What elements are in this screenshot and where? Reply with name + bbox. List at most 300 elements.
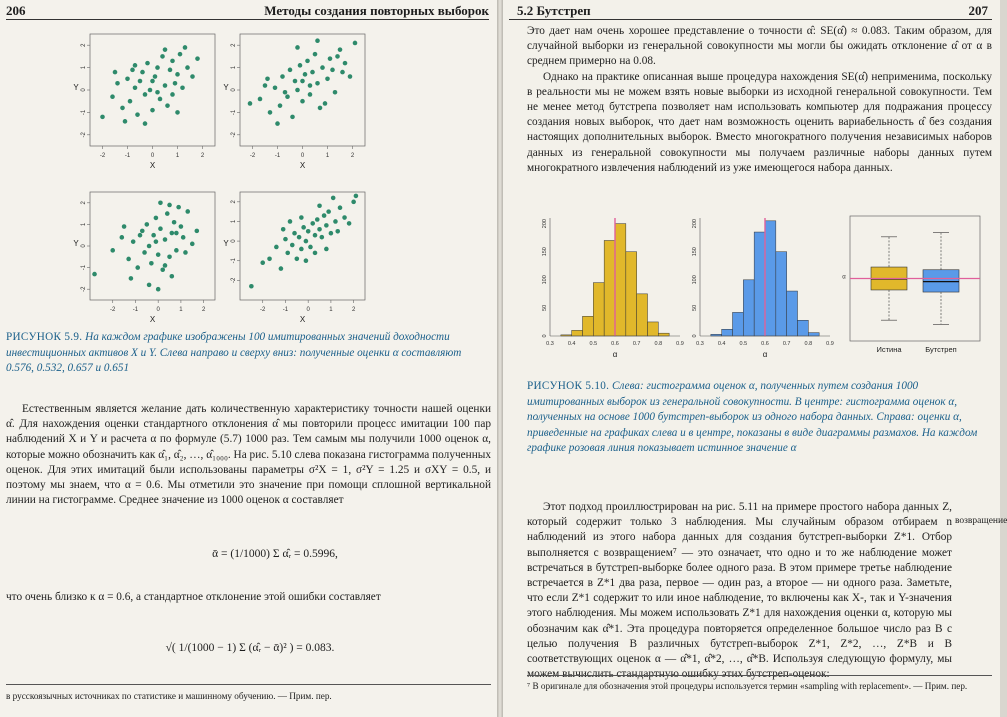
running-title: 5.2 Бутстреп — [517, 3, 591, 18]
scatter-point — [313, 233, 318, 238]
scatter-point — [303, 72, 308, 77]
scatter-point — [290, 243, 295, 248]
scatter-point — [158, 97, 163, 102]
y-axis-label: Y — [223, 239, 229, 248]
scatter-point — [178, 52, 183, 57]
y-tick-label: 200 — [692, 219, 698, 229]
scatter-point — [313, 52, 318, 57]
x-tick-label: -2 — [260, 307, 266, 313]
scatter-point — [335, 54, 340, 59]
scatter-point — [331, 196, 336, 201]
x-tick-label: -1 — [274, 153, 281, 159]
scatter-point — [138, 233, 143, 238]
y-tick-label: 150 — [692, 247, 698, 257]
scatter-point — [151, 233, 156, 238]
scatter-point — [317, 203, 322, 208]
scatter-point — [113, 70, 118, 75]
scatter-point — [285, 251, 290, 256]
y-tick-label: 0 — [231, 239, 237, 243]
paragraph-text: Естественным является желание дать количественную характеристику точности нашей оценки α̂. Для нахождения оценки стандартного отклонения α̂ мы повторили процесс имитации 100 пар наблюдений X и Y и расчета α по формуле (5.7) 1000 раз. Тем самым мы получили 1000 оценок α, которые можно обозначить как α̂₁, α̂₂, …, α̂₁₀₀₀. На рис. 5.10 слева показана гистограмма полученных оценок. Для этих имитаций были использованы параметры σ²X = 1, σ²Y = 1.25 и σXY = 0.5, и поэтому мы знаем, что α = 0.6. Мы отметили это значение при помощи сплошной вертикальной линии на гистограмме. Среднее значение из 1000 оценок α составляет — [6, 403, 491, 507]
x-tick-label: 0.5 — [739, 341, 748, 347]
scatter-point — [322, 213, 327, 218]
body-paragraph-2 — [6, 590, 491, 605]
y-tick-label: 2 — [231, 200, 237, 204]
right-page-header — [509, 3, 992, 20]
scatter-point — [168, 68, 173, 73]
scatter-point — [155, 90, 160, 95]
histogram-bar — [626, 252, 637, 336]
y-tick-label: 1 — [231, 219, 237, 224]
scatter-point — [308, 83, 313, 88]
scatter-point — [138, 79, 143, 84]
x-tick-label: -1 — [282, 307, 289, 313]
scatter-point — [324, 223, 329, 228]
scatter-point — [156, 252, 161, 257]
scatter-point — [297, 235, 302, 240]
box — [923, 233, 959, 354]
x-tick-label: 0.4 — [717, 341, 726, 347]
scatter-point — [174, 231, 179, 236]
plot-frame — [240, 34, 365, 146]
scatter-point — [353, 41, 358, 46]
y-tick-label: 0 — [542, 334, 548, 338]
scatter-point — [150, 79, 155, 84]
paragraph-text: Однако на практике описанная выше процедура нахождения SE(α̂) неприменима, поскольку в реальности мы не можем взять новые выборки из исходной генеральной совокупности. Тем не менее метод бутстрепа позволяет нам использовать компьютер для подражания процессу создания новых выборок, что дает нам возможность оценить вариабельность α̂ без создания настоящих дополнительных выборок. Вместо многократного получения независимых наборов данных из генеральной совокупности мы получаем различные наборы данных путем многократного извлечения наблюдений из уже имеющегося набора данных. — [527, 70, 992, 174]
page-number: 207 — [968, 3, 988, 18]
x-tick-label: -2 — [249, 153, 256, 159]
left-page — [0, 0, 497, 717]
histogram-bar — [615, 224, 626, 336]
histogram-bar — [733, 312, 744, 336]
scatter-point — [174, 248, 179, 253]
running-title: Методы создания повторных выборок — [264, 3, 489, 18]
scatter-point — [274, 245, 279, 250]
y-tick-label: -2 — [231, 277, 237, 284]
scatter-point — [295, 88, 300, 93]
scatter-point — [293, 79, 298, 84]
body-paragraph-3 — [527, 500, 952, 682]
scatter-point — [180, 85, 185, 90]
histogram-bar — [722, 329, 733, 336]
scatter-point — [126, 257, 131, 262]
scatter-point — [92, 272, 97, 277]
histogram-bar — [787, 291, 798, 336]
y-axis-label: Y — [73, 83, 79, 92]
scatter-point — [300, 99, 305, 104]
scatter-point — [167, 203, 172, 208]
box-body — [923, 270, 959, 292]
scatter-point — [110, 94, 115, 99]
scatter-point — [120, 106, 125, 111]
scatter-point — [173, 81, 178, 86]
y-tick-label: 200 — [542, 219, 548, 229]
histogram-bar — [648, 322, 659, 336]
paragraph-text: Этот подход проиллюстрирован на рис. 5.11 на примере простого набора данных Z, который содержит только 3 наблюдения. Мы случайным образом отбираем n наблюдений из этого набора данных для создания бутстреп-выборки Z*1. Отбор выполняется с возвращением⁷ — это означает, что одно и то же наблюдение может встречаться в бутстреп-выборке более одного раза. В этом примере третье наблюдение встречается в Z*1 два раза, первое — один раз, а второе — ни одного раза. Заметьте, что если Z*1 содержит то или иное наблюдение, то включены как X-, так и Y-значения этого наблюдения. Мы можем использовать Z*1 для нахождения оценки α, которую мы обозначим как α̂*1. Эта процедура повторяется определенное большое число раз B с целью получения B различных бутстреп-выборок Z*1, Z*2, …, Z*B и B соответствующих оценок α — α̂*1, α̂*2, …, α̂*B. Используя следующую формулу, мы — [527, 501, 952, 666]
scatter-point — [153, 74, 158, 79]
figure-5-10 — [525, 208, 995, 373]
scatter-point — [165, 103, 170, 108]
scatter-point — [299, 247, 304, 252]
scatter-point — [145, 222, 150, 227]
histogram-bar — [572, 330, 583, 336]
scatter-point — [147, 283, 152, 288]
scatter-point — [338, 205, 343, 210]
scatter-point — [165, 211, 170, 216]
scatter-point — [156, 287, 161, 292]
x-tick-label: -2 — [110, 307, 116, 313]
y-axis-label: Y — [223, 83, 229, 92]
x-tick-label: 1 — [179, 307, 183, 313]
scatter-point — [313, 251, 318, 256]
histogram-bar — [808, 333, 819, 336]
scatter-point — [181, 235, 186, 240]
scatter-point — [333, 219, 338, 224]
x-axis-label: X — [299, 161, 306, 170]
x-tick-label: 0 — [156, 307, 160, 313]
histogram-bar — [776, 252, 787, 336]
scatter-point — [348, 74, 353, 79]
y-tick-label: 1 — [81, 222, 87, 227]
body-paragraphs-top — [527, 24, 992, 176]
x-tick-label: 0.7 — [632, 341, 641, 347]
scatter-point — [340, 70, 345, 75]
scatter-point — [320, 235, 325, 240]
figure-5-10-caption — [527, 379, 992, 457]
y-tick-label: -1 — [231, 109, 237, 116]
scatter-point — [315, 38, 320, 43]
scatter-point — [120, 235, 125, 240]
histogram-bar — [593, 283, 604, 336]
scatter-point — [170, 231, 175, 236]
histogram-bar — [604, 240, 615, 336]
x-tick-label: 0 — [150, 153, 155, 159]
box — [871, 237, 907, 354]
scatter-point — [142, 250, 147, 255]
x-tick-label: 0.9 — [676, 341, 684, 347]
scatter-point — [305, 59, 310, 64]
right-page — [503, 0, 1007, 717]
scatter-point — [308, 245, 313, 250]
x-tick-label: 0.5 — [589, 341, 598, 347]
scatter-point — [288, 68, 293, 73]
scatter-point — [304, 239, 309, 244]
body-paragraph — [6, 402, 491, 508]
x-tick-label: 2 — [351, 307, 356, 313]
scatter-point — [275, 121, 280, 126]
scatter-point — [125, 77, 130, 82]
scatter-point — [158, 201, 163, 206]
histogram-bar — [637, 294, 648, 336]
histogram-bar — [658, 333, 669, 336]
scatter-point — [145, 61, 150, 66]
scatter-point — [158, 226, 163, 231]
x-tick-label: 0.8 — [804, 341, 813, 347]
scatter-point — [133, 63, 138, 68]
y-tick-label: 0 — [692, 334, 698, 338]
x-axis-label: X — [149, 315, 156, 324]
category-label: Истина — [876, 345, 902, 354]
scatter-point — [273, 85, 278, 90]
footnote: ⁷ В оригинале для обозначения этой процедуры используется термин «sampling with replacement». — Прим. пер. — [527, 681, 968, 691]
scatter-point — [300, 79, 305, 84]
scatter-point — [315, 81, 320, 86]
y-tick-label: 2 — [231, 43, 237, 47]
y-tick-label: 0 — [81, 88, 87, 92]
figure-caption-text: На каждом графике изображены 100 имитированных значений доходности инвестиционных активов X и Y. Слева направо и сверху вниз: полученные оценки α составляют 0.576, 0.532, 0.657 и 0.651 — [6, 331, 462, 374]
scatter-point — [185, 65, 190, 70]
scatter-point — [140, 70, 145, 75]
scatter-panel — [73, 192, 215, 324]
formula-mean: ᾱ = (1/1000) Σ α̂ᵣ = 0.5996, — [212, 548, 338, 560]
x-tick-label: 0.4 — [567, 341, 576, 347]
scatter-point — [283, 90, 288, 95]
x-tick-label: 2 — [201, 307, 206, 313]
scatter-point — [160, 267, 165, 272]
figure-5-9-caption — [6, 330, 492, 377]
scatter-point — [320, 65, 325, 70]
histogram-bar — [798, 320, 809, 336]
scatter-point — [163, 47, 168, 52]
x-tick-label: 1 — [175, 153, 180, 159]
scatter-point — [290, 115, 295, 120]
category-label: Бутстреп — [925, 345, 957, 354]
scatter-point — [342, 215, 347, 220]
scatter-point — [328, 56, 333, 61]
x-tick-label: 0 — [306, 307, 310, 313]
scatter-point — [318, 106, 323, 111]
scatter-point — [130, 68, 135, 73]
scatter-point — [301, 225, 306, 230]
x-tick-label: 0 — [300, 153, 305, 159]
y-axis-label: Y — [73, 239, 79, 248]
y-tick-label: 2 — [81, 43, 87, 47]
scatter-point — [304, 258, 309, 263]
scatter-point — [267, 256, 272, 261]
scatter-point — [195, 229, 200, 234]
y-tick-label: -2 — [81, 132, 87, 138]
scatter-point — [190, 74, 195, 79]
histogram-bar — [583, 316, 594, 336]
y-tick-label: -2 — [81, 286, 87, 292]
scatter-point — [147, 244, 152, 249]
scatter-point — [148, 88, 153, 93]
y-tick-label: 0 — [231, 88, 237, 92]
scatter-point — [176, 205, 181, 210]
scatter-panel — [223, 192, 365, 324]
formula-sd: √( 1/(1000 − 1) Σ (α̂ᵣ − ᾱ)² ) = 0.083. — [165, 642, 335, 654]
scatter-point — [249, 284, 254, 289]
x-tick-label: 0.6 — [761, 341, 769, 347]
scatter-point — [190, 242, 195, 247]
scatter-point — [135, 265, 140, 270]
scatter-point — [258, 97, 263, 102]
scatter-point — [160, 54, 165, 59]
scatter-plot-grid — [0, 22, 497, 332]
scatter-point — [295, 45, 300, 50]
paragraph-text: Это дает нам очень хорошее представление о точности α̂: SE(α̂) ≈ 0.083. Таким образом, для случайной выборки из генеральной совокупности мы могли бы ожидать отклонение α̂ от α в среднем примерно на 0.08. — [527, 25, 992, 68]
scatter-point — [135, 112, 140, 117]
scatter-point — [310, 70, 315, 75]
paragraph-text: что очень близко к α = 0.6, а стандартное отклонение этой ошибки составляет — [6, 591, 381, 603]
x-tick-label: -1 — [124, 153, 131, 159]
y-tick-label: 0 — [81, 244, 87, 248]
y-tick-label: -1 — [81, 109, 87, 116]
scatter-point — [143, 92, 148, 97]
scatter-point — [295, 256, 300, 261]
scatter-point — [170, 92, 175, 97]
histogram-bar — [754, 232, 765, 336]
scatter-point — [292, 231, 297, 236]
scatter-point — [122, 224, 127, 229]
y-tick-label: 100 — [692, 275, 698, 285]
y-tick-label: -1 — [231, 258, 237, 264]
scatter-point — [248, 101, 253, 106]
scatter-point — [323, 101, 328, 106]
y-axis-label: α — [842, 274, 846, 281]
scatter-point — [324, 247, 329, 252]
scatter-point — [149, 261, 154, 266]
plot-frame — [90, 192, 215, 300]
scatter-point — [183, 250, 188, 255]
y-tick-label: 50 — [542, 304, 548, 311]
scatter-point — [283, 237, 288, 242]
y-tick-label: 2 — [81, 201, 87, 205]
scatter-point — [329, 231, 334, 236]
x-tick-label: 2 — [200, 153, 205, 159]
histogram-bar — [765, 221, 776, 336]
histogram — [542, 218, 684, 359]
scatter-point — [110, 248, 115, 253]
scatter-point — [347, 221, 352, 226]
x-tick-label: 0.9 — [826, 341, 834, 347]
scatter-point — [265, 77, 270, 82]
scatter-point — [163, 263, 168, 268]
scatter-point — [280, 74, 285, 79]
y-tick-label: -2 — [231, 132, 237, 138]
x-axis-label: α — [762, 350, 768, 359]
scatter-point — [129, 276, 134, 281]
x-tick-label: 2 — [350, 153, 355, 159]
scatter-point — [315, 217, 320, 222]
scatter-point — [285, 94, 290, 99]
figure-label: РИСУНОК 5.10. — [527, 380, 610, 392]
scatter-point — [163, 237, 168, 242]
y-tick-label: -1 — [81, 264, 87, 271]
y-tick-label: 50 — [692, 304, 698, 311]
scatter-point — [154, 239, 159, 244]
scatter-point — [330, 68, 335, 73]
x-axis-label: X — [299, 315, 306, 324]
x-tick-label: 0.6 — [611, 341, 619, 347]
scatter-point — [306, 229, 311, 234]
scatter-point — [195, 56, 200, 61]
x-tick-label: 0.3 — [546, 341, 554, 347]
scatter-point — [298, 63, 303, 68]
scatter-point — [150, 108, 155, 113]
footnote-rule — [527, 675, 992, 676]
scatter-point — [175, 72, 180, 77]
x-axis-label: α — [612, 350, 618, 359]
scatter-point — [268, 110, 273, 115]
scatter-point — [354, 194, 359, 199]
scatter-point — [326, 209, 331, 214]
x-tick-label: -2 — [99, 153, 106, 159]
plot-frame — [240, 192, 365, 300]
scatter-point — [333, 90, 338, 95]
x-tick-label: 0.7 — [782, 341, 791, 347]
x-tick-label: 1 — [325, 153, 330, 159]
figure-label: РИСУНОК 5.9. — [6, 331, 83, 343]
footnote-rule — [6, 684, 491, 685]
scatter-point — [123, 119, 128, 124]
scatter-point — [172, 220, 177, 225]
histogram-bar — [743, 280, 754, 336]
y-tick-label: 150 — [542, 247, 548, 257]
left-page-header — [6, 3, 489, 20]
scatter-point — [281, 227, 286, 232]
scatter-point — [325, 77, 330, 82]
scatter-point — [128, 99, 133, 104]
boxplot — [842, 216, 980, 354]
scatter-point — [335, 229, 340, 234]
scatter-point — [317, 227, 322, 232]
y-tick-label: 1 — [81, 65, 87, 70]
scatter-point — [155, 65, 160, 70]
scatter-point — [351, 200, 356, 205]
scatter-point — [183, 45, 188, 50]
scatter-point — [279, 266, 284, 271]
x-axis-label: X — [149, 161, 156, 170]
scatter-point — [299, 215, 304, 220]
scatter-point — [170, 59, 175, 64]
scatter-point — [278, 103, 283, 108]
scatter-point — [100, 115, 105, 120]
scatter-point — [310, 221, 315, 226]
scatter-point — [338, 47, 343, 52]
scatter-point — [179, 224, 184, 229]
plot-frame — [90, 34, 215, 146]
scatter-point — [140, 229, 145, 234]
scatter-point — [260, 260, 265, 265]
scatter-point — [143, 121, 148, 126]
scatter-point — [131, 239, 136, 244]
scatter-point — [185, 209, 190, 214]
scatter-panel — [73, 34, 215, 170]
scatter-point — [115, 81, 120, 86]
histogram — [692, 218, 834, 359]
x-tick-label: 0.3 — [696, 341, 704, 347]
x-tick-label: 0.8 — [654, 341, 663, 347]
scatter-point — [133, 85, 138, 90]
scatter-point — [175, 110, 180, 115]
x-tick-label: -1 — [132, 307, 139, 313]
scatter-point — [163, 83, 168, 88]
scatter-point — [167, 255, 172, 260]
margin-note: возвращение — [955, 516, 1007, 526]
y-tick-label: 100 — [542, 275, 548, 285]
scatter-point — [154, 216, 159, 221]
page-number: 206 — [6, 3, 26, 18]
x-tick-label: 1 — [329, 307, 333, 313]
scatter-point — [343, 61, 348, 66]
scatter-point — [308, 92, 313, 97]
scatter-point — [288, 219, 293, 224]
footnote: в русскоязычных источниках по статистике и машинному обучению. — Прим. пер. — [6, 691, 332, 701]
scatter-panel — [223, 34, 365, 170]
figure-caption-text: Слева: гистограмма оценок α, полученных путем создания 1000 имитированных выборок из генеральной совокупности. В центре: гистограмма оценок α, полученных на основе 1000 бутстреп-выборок из одного набора данных. Справа: оценки α, приведенные на графиках слева и в центре, показаны в виде диаграммы размахов. На каждом графике розовая линия показывает истинное значение α — [527, 380, 978, 454]
scatter-point — [170, 274, 175, 279]
scatter-point — [263, 83, 268, 88]
